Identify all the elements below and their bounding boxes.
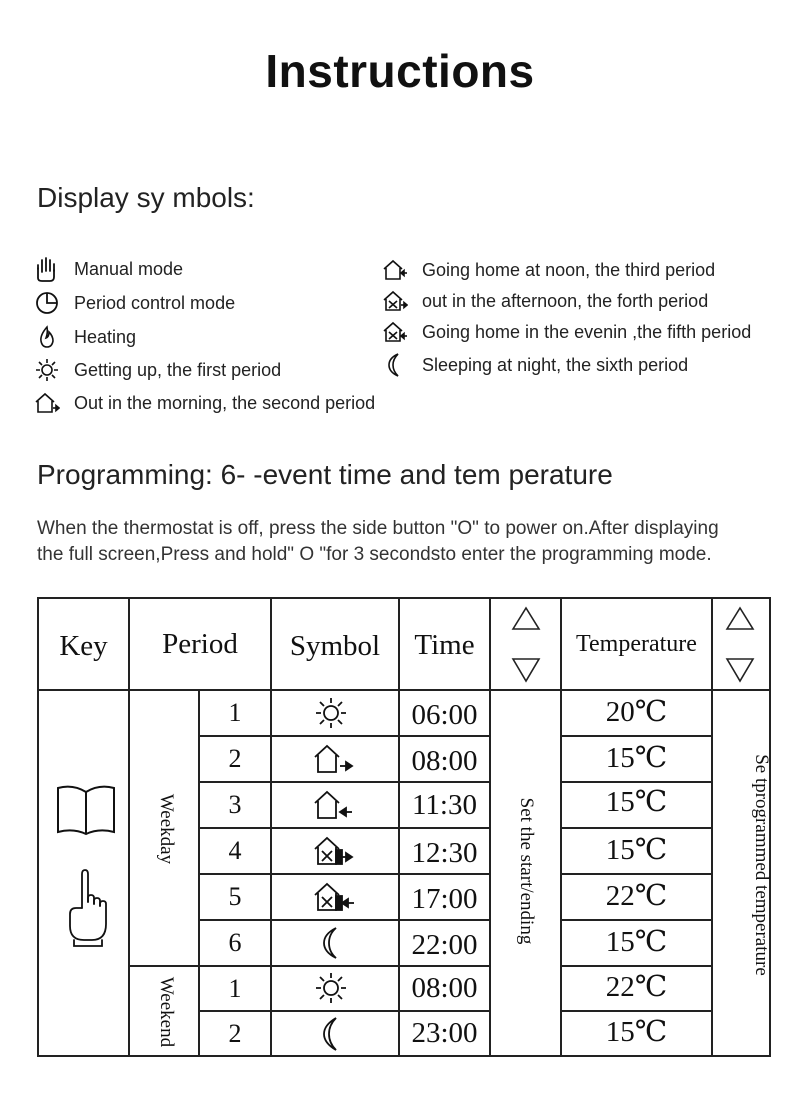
programming-heading: Programming: 6- -event time and tem perature <box>37 459 613 490</box>
period-temperature: 15℃ <box>605 833 668 866</box>
period-time: 22:00 <box>411 928 478 961</box>
moon-icon <box>382 352 408 378</box>
moon-icon <box>318 1016 342 1052</box>
page-title: Instructions <box>265 45 535 97</box>
symbol-legend-out-morning <box>34 390 375 416</box>
weekend-label: Weekend <box>156 976 177 1048</box>
period-time: 12:30 <box>411 836 478 869</box>
moon-icon <box>318 926 342 960</box>
flame-icon <box>34 324 60 350</box>
period-number: 2 <box>228 744 242 773</box>
sun-icon <box>313 697 349 729</box>
legend-label: out in the afternoon, the forth period <box>422 290 709 311</box>
house-work-in-icon <box>312 880 356 914</box>
house-out-icon <box>34 390 60 416</box>
symbol-legend-out-afternoon <box>382 288 708 314</box>
hand-icon <box>34 256 60 282</box>
finger-press-icon <box>66 868 108 948</box>
period-time: 06:00 <box>411 698 478 731</box>
programming-intro <box>37 516 777 568</box>
period-number: 2 <box>228 1018 242 1048</box>
intro-line: When the thermostat is off, press the side button "O" to power on.After displaying <box>37 518 719 539</box>
header-symbol: Symbol <box>289 629 381 662</box>
period-time: 11:30 <box>412 788 477 821</box>
time-up-down-arrows-icon <box>510 605 542 685</box>
clock-icon <box>34 290 60 316</box>
sun-icon <box>34 357 60 383</box>
legend-label: Going home in the evenin ,the fifth period <box>422 321 752 342</box>
house-work-out-icon <box>312 834 356 868</box>
period-temperature: 22℃ <box>605 879 668 912</box>
house-work-out-icon <box>382 288 408 314</box>
book-icon <box>55 782 117 836</box>
period-number: 1 <box>228 698 242 727</box>
symbol-legend-getting-up <box>34 357 281 383</box>
house-out-icon <box>312 742 356 776</box>
period-temperature: 15℃ <box>605 741 668 774</box>
period-temperature: 15℃ <box>605 1016 668 1048</box>
symbol-legend-manual <box>34 256 183 282</box>
display-symbols-heading: Display sy mbols: <box>37 182 255 213</box>
header-period: Period <box>162 627 238 660</box>
legend-label: Period control mode <box>74 292 236 313</box>
weekday-label: Weekday <box>156 793 177 865</box>
period-temperature: 15℃ <box>605 925 668 958</box>
header-key: Key <box>59 629 108 662</box>
period-temperature: 20℃ <box>605 695 668 728</box>
legend-label: Heating <box>74 326 137 347</box>
period-time: 08:00 <box>411 744 478 777</box>
symbol-legend-heating <box>34 324 136 350</box>
legend-label: Manual mode <box>74 258 184 279</box>
legend-label: Going home at noon, the third period <box>422 259 716 280</box>
house-in-icon <box>382 257 408 283</box>
temp-note: Se tprogrammed temperature <box>751 754 772 976</box>
sun-icon <box>313 972 349 1004</box>
house-in-icon <box>312 788 356 822</box>
symbol-legend-period-control <box>34 290 235 316</box>
period-number: 5 <box>228 882 242 911</box>
header-time: Time <box>414 628 475 661</box>
intro-line: the full screen,Press and hold" O "for 3 secondsto enter the programming mode. <box>37 544 712 565</box>
header-temperature: Temperature <box>576 630 697 657</box>
legend-label: Getting up, the first period <box>74 359 282 380</box>
legend-label: Out in the morning, the second period <box>74 392 376 413</box>
period-number: 3 <box>228 790 242 819</box>
symbol-legend-sleeping <box>382 352 688 378</box>
period-temperature: 15℃ <box>605 785 668 818</box>
period-time: 08:00 <box>411 972 478 1004</box>
legend-label: Sleeping at night, the sixth period <box>422 354 689 375</box>
time-note: Set the start/ending <box>516 797 537 945</box>
period-number: 6 <box>228 928 242 957</box>
period-time: 23:00 <box>411 1017 478 1049</box>
period-number: 1 <box>228 973 242 1003</box>
period-number: 4 <box>228 836 242 865</box>
period-time: 17:00 <box>411 882 478 915</box>
symbol-legend-home-evening <box>382 319 751 345</box>
period-temperature: 22℃ <box>605 971 668 1003</box>
symbol-legend-home-noon <box>382 257 715 283</box>
temp-up-down-arrows-icon <box>724 605 756 685</box>
house-work-in-icon <box>382 319 408 345</box>
